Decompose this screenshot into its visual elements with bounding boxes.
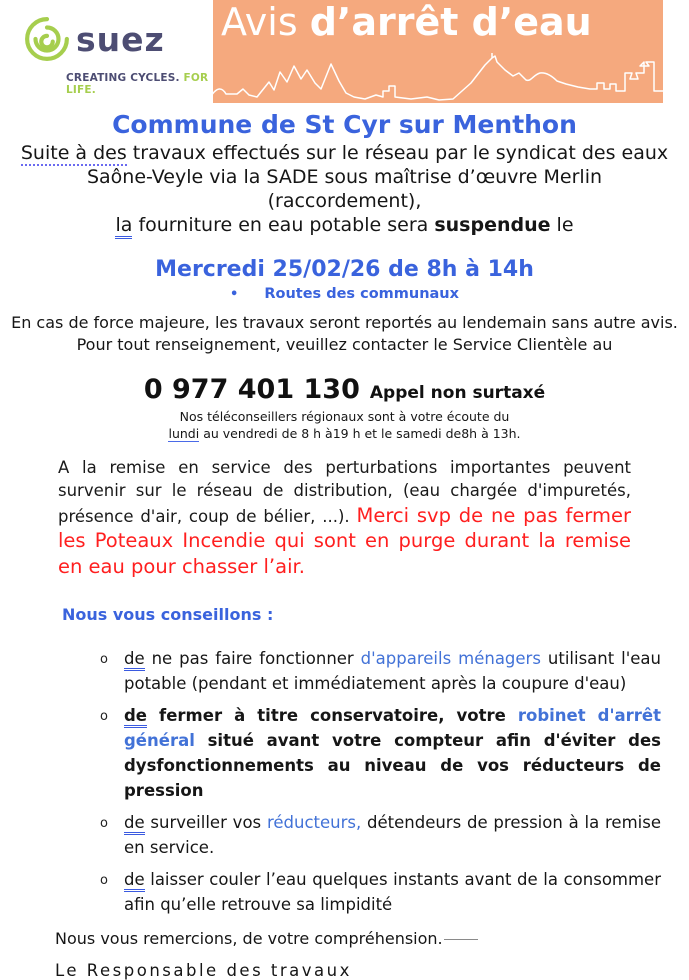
hours-line-1: Nos téléconseillers régionaux sont à votre écoute du: [179, 409, 510, 424]
intro-line-2: Saône-Veyle via la SADE sous maîtrise d’œuvre Merlin: [86, 166, 603, 188]
bullet-dot-icon: •: [230, 287, 239, 302]
intro-line-4-text: fourniture en eau potable sera: [132, 214, 435, 236]
banner-title-light: Avis: [221, 0, 310, 44]
list-item: [100, 810, 661, 860]
document-header: [0, 0, 689, 103]
thanks-text: Nous vous remercions, de votre compréhension.: [55, 929, 443, 949]
suez-logo-block: [0, 0, 213, 103]
list-item: [100, 867, 661, 917]
advice-heading: Nous vous conseillons :: [62, 605, 274, 625]
advice-list: [100, 646, 661, 917]
item-text-pre: ne pas faire fonctionner: [144, 649, 361, 669]
item-text-post: situé avant votre compteur afin d'éviter des dysfonctionnements au niveau de vos réducteurs de pression: [124, 731, 661, 801]
banner-title-bold: d’arrêt d’eau: [309, 0, 592, 44]
hours-line-2: [0, 425, 689, 442]
intro-line-4: [0, 213, 689, 237]
page-title: Commune de St Cyr sur Menthon: [112, 110, 577, 139]
list-item: [100, 646, 661, 696]
thanks-line: [55, 929, 689, 948]
item-text-post: détendeurs de pression à la remise en service.: [124, 813, 661, 858]
grammar-underline: lundi: [168, 426, 200, 441]
grammar-double-underline: de: [124, 649, 145, 671]
grammar-double-underline: de: [124, 706, 147, 728]
list-item-text: [124, 646, 661, 696]
intro-line-1-text: travaux effectués sur le réseau par le syndicat des eaux: [126, 142, 669, 164]
list-item-text: [124, 703, 661, 803]
customer-service-block: [0, 374, 689, 442]
location-label: Routes des communaux: [264, 286, 459, 302]
brand-wordmark: suez: [76, 19, 165, 59]
notice-banner: [213, 0, 663, 103]
banner-title: [221, 1, 663, 45]
list-item-text: [124, 810, 661, 860]
signature-line: Le Responsable des travaux: [55, 961, 352, 980]
notice-line-1: En cas de force majeure, les travaux seront reportés au lendemain sans autre avis.: [11, 313, 678, 332]
grammar-double-underline: la: [115, 214, 132, 239]
interruption-location: [0, 286, 689, 302]
phone-number: 0 977 401 130: [143, 374, 360, 405]
warning-red-text: Merci svp de ne pas fermer les Poteaux Incendie qui sont en purge durant la remise en eau pour chasser l’air.: [58, 503, 631, 578]
list-item: [100, 703, 661, 803]
interruption-date: Mercredi 25/02/26 de 8h à 14h: [155, 257, 534, 282]
phone-label: Appel non surtaxé: [369, 383, 546, 403]
bullet-circle-icon: o: [100, 873, 108, 889]
tagline-main: CREATING CYCLES.: [66, 72, 180, 84]
item-text-pre: surveiller vos: [144, 813, 267, 833]
suspended-emphasis: suspendue: [434, 214, 551, 236]
highlighted-term: robinet d'arrêt général: [124, 706, 661, 751]
item-text-pre: laisser couler l’eau quelques instants avant de la consommer afin qu’elle retrouve sa limpidité: [124, 870, 661, 915]
intro-line-4-end: le: [550, 214, 574, 236]
grammar-double-underline: de: [124, 870, 145, 892]
bullet-circle-icon: o: [100, 709, 108, 725]
brand-tagline: [66, 72, 213, 96]
intro-line-1: [0, 141, 689, 165]
item-text-pre: fermer à titre conservatoire, votre: [147, 706, 518, 726]
item-text-post: utilisant l'eau potable (pendant et immédiatement après la coupure d'eau): [124, 649, 661, 694]
bullet-circle-icon: o: [100, 816, 108, 832]
intro-paragraph: [0, 141, 689, 237]
highlighted-term: réducteurs,: [266, 813, 362, 833]
grammar-dotted-underline: Suite à des: [20, 142, 127, 164]
notice-line-2: Pour tout renseignement, veuillez contacter le Service Clientèle au: [76, 335, 613, 354]
intro-line-3: (raccordement),: [267, 190, 422, 212]
skyline-graphic: [213, 53, 663, 103]
force-majeure-notice: [0, 312, 689, 356]
hours-line-2-text: au vendredi de 8 h à19 h et le samedi de8h à 13h.: [199, 426, 521, 441]
suez-swirl-icon: [24, 16, 70, 62]
phone-hours: [0, 408, 689, 442]
highlighted-term: d'appareils ménagers: [360, 649, 541, 669]
warning-black-text: A la remise en service des perturbations importantes peuvent survenir sur le réseau de distribution, (eau chargée d'impuretés, présence d'air, coup de bélier, ...).: [58, 458, 631, 526]
warning-paragraph: [58, 456, 631, 579]
grammar-double-underline: de: [124, 813, 145, 835]
tagline-accent: FOR LIFE.: [66, 72, 209, 96]
bullet-circle-icon: o: [100, 652, 108, 668]
list-item-text: [124, 867, 661, 917]
revision-strike-mark: [444, 939, 478, 940]
phone-line: [0, 374, 689, 405]
